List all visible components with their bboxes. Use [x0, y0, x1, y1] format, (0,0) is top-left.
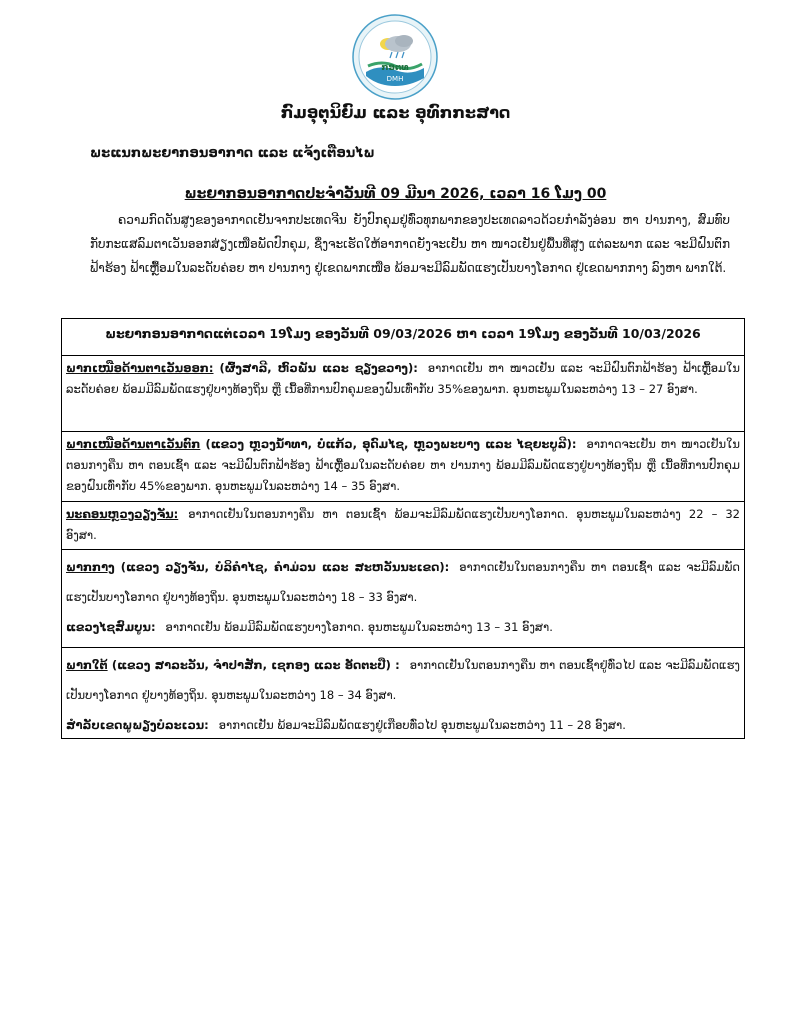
table-row — [62, 356, 744, 432]
region-label: ພາກເໜືອດ້ານຕາເວັນຕົກ — [66, 437, 201, 451]
table-header: ພະຍາກອນອາກາດແຕ່ເວລາ 19ໂມງ ຂອງວັນທີ 09/03/2026 ຫາ ເວລາ 19ໂມງ ຂອງວັນທີ 10/03/2026 — [62, 319, 744, 356]
region-label: ນະຄອນຫຼວງວຽງຈັນ: — [66, 507, 179, 521]
region-forecast: ອາກາດເຢັນ ຫາ ໜາວເຢັນ ແລະ ຈະມີຝົນຕົກຟ້າຮ້ອງ ຟ້າເຫຼື້ອມໃນລະດັບຄ່ອຍ ພ້ອມມີລົມພັດແຮງຢູ່ບາງທ້ອງຖິ່ນ ຫຼື ເນື້ອທີ່ການປົກຄຸມຂອງຝົນເທົ່າກັບ 35%ຂອງພາກ. ອຸນຫະພູມໃນລະຫວ່າງ 13 – 27 ອົງສາ. — [66, 361, 740, 396]
table-row — [62, 648, 744, 738]
region-label: ພາກກາງ — [66, 560, 115, 574]
region-provinces: (ແຂວງ ຫຼວງນໍ້າທາ, ບໍ່ແກ້ວ, ອຸດົມໄຊ, ຫຼວງພະບາງ ແລະ ໄຊຍະບູລີ): — [200, 437, 577, 451]
sub-region — [66, 612, 740, 642]
department-title: ກົມອຸຕຸນິຍົມ ແລະ ອຸທົກກະສາດ — [280, 103, 511, 122]
region-label: ພາກເໜືອດ້ານຕາເວັນອອກ: — [66, 361, 214, 375]
region-provinces: (ແຂວງ ສາລະວັນ, ຈໍາປາສັກ, ເຊກອງ ແລະ ອັດຕະປື) : — [107, 658, 400, 672]
sub-region-forecast: ອາກາດເຢັນ ພ້ອມມີລົມພັດແຮງບາງໂອກາດ. ອຸນຫະພູມໃນລະຫວ່າງ 13 – 31 ອົງສາ. — [165, 620, 553, 634]
region-forecast: ອາກາດເຢັນໃນຕອນກາງຄືນ ຫາ ຕອນເຊົ້າ ພ້ອມຈະມີລົມພັດແຮງເປັນບາງໂອກາດ. ອຸນຫະພູມໃນລະຫວ່າງ 22 – 32 ອົງສາ. — [66, 507, 740, 542]
sub-region-label: ແຂວງໄຊສົມບູນ: — [66, 620, 156, 634]
division-title: ພະແນກພະຍາກອນອາກາດ ແລະ ແຈ້ງເຕືອນໄພ — [90, 146, 375, 161]
region-provinces: (ແຂວງ ວຽງຈັນ, ບໍລິຄໍາໄຊ, ຄໍາມ່ວນ ແລະ ສະຫວັນນະເຂດ): — [114, 560, 450, 574]
sub-region-forecast: ອາກາດເຢັນ ພ້ອມຈະມີລົມພັດແຮງຢູ່ເກືອບທົ່ວໄປ ອຸນຫະພູມໃນລະຫວ່າງ 11 – 28 ອົງສາ. — [218, 718, 626, 732]
table-row — [62, 550, 744, 648]
region-forecast: ອາກາດເຢັນໃນຕອນກາງຄືນ ຫາ ຕອນເຊົ້າ ແລະ ຈະມີລົມພັດແຮງເປັນບາງໂອກາດ ຢູ່ບາງທ້ອງຖິ່ນ. ອຸນຫະພູມໃນລະຫວ່າງ 18 – 33 ອົງສາ. — [66, 560, 740, 604]
sub-region — [66, 710, 740, 740]
table-row — [62, 502, 744, 550]
table-row — [62, 432, 744, 502]
sub-region-label: ສໍາລັບເຂດພູພຽງບໍລະເວນ: — [66, 718, 209, 732]
svg-text:ກອຕທ: ກອຕທ — [381, 63, 409, 73]
svg-text:DMH: DMH — [386, 75, 404, 83]
dmh-logo — [352, 14, 438, 100]
intro-paragraph: ຄວາມກົດດັນສູງຂອງອາກາດເຢັນຈາກປະເທດຈີນ ຍັງປົກຄຸມຢູ່ທົ່ວທຸກພາກຂອງປະເທດລາວດ້ວຍກໍາລັງອ່ອນ ຫາ ປານກາງ, ສົມທົບກັບກະແສລົມຕາເວັນອອກສ່ຽງເໜືອພັດປົກຄຸມ, ຊຶ່ງຈະເຮັດໃຫ້ອາກາດຍັງຈະເຢັນ ຫາ ໜາວເຢັນຢູ່ພື້ນທີ່ສູງ ແຕ່ລະພາກ ແລະ ຈະມີຝົນຕົກຟ້າຮ້ອງ ຟ້າເຫຼື້ອມໃນລະດັບຄ່ອຍ ຫາ ປານກາງ ຢູ່ເຂດພາກເໜືອ ພ້ອມຈະມີລົມພັດແຮງເປັນບາງໂອກາດ ຢູ່ເຂດພາກກາງ ລົງຫາ ພາກໃຕ້. — [90, 213, 730, 275]
region-forecast: ອາກາດຈະເຢັນ ຫາ ໜາວເຢັນໃນຕອນກາງຄືນ ຫາ ຕອນເຊົ້າ ແລະ ຈະມີຝົນຕົກຟ້າຮ້ອງ ຟ້າເຫຼື້ອມໃນລະດັບຄ່ອຍ ຫາ ປານກາງ ພ້ອມມີລົມພັດແຮງຢູ່ບາງທ້ອງຖິ່ນ ຫຼື ເນື້ອທີ່ການປົກຄຸມຂອງຝົນເທົ່າກັບ 45%ຂອງພາກ. ອຸນຫະພູມໃນລະຫວ່າງ 14 – 35 ອົງສາ. — [66, 437, 741, 493]
region-label: ພາກໃຕ້ — [66, 658, 108, 672]
region-provinces: (ຜົ້ງສາລີ, ຫົວພັນ ແລະ ຊຽງຂວາງ): — [213, 361, 418, 375]
forecast-table — [61, 318, 745, 739]
region-forecast: ອາກາດເຢັນໃນຕອນກາງຄືນ ຫາ ຕອນເຊົ້າຢູ່ທົ່ວໄປ ແລະ ຈະມີລົມພັດແຮງເປັນບາງໂອກາດ ຢູ່ບາງທ້ອງຖິ່ນ. ອຸນຫະພູມໃນລະຫວ່າງ 18 – 34 ອົງສາ. — [66, 658, 740, 702]
forecast-title: ພະຍາກອນອາກາດປະຈໍາວັນທີ 09 ມີນາ 2026, ເວລາ 16 ໂມງ 00 — [184, 186, 607, 202]
